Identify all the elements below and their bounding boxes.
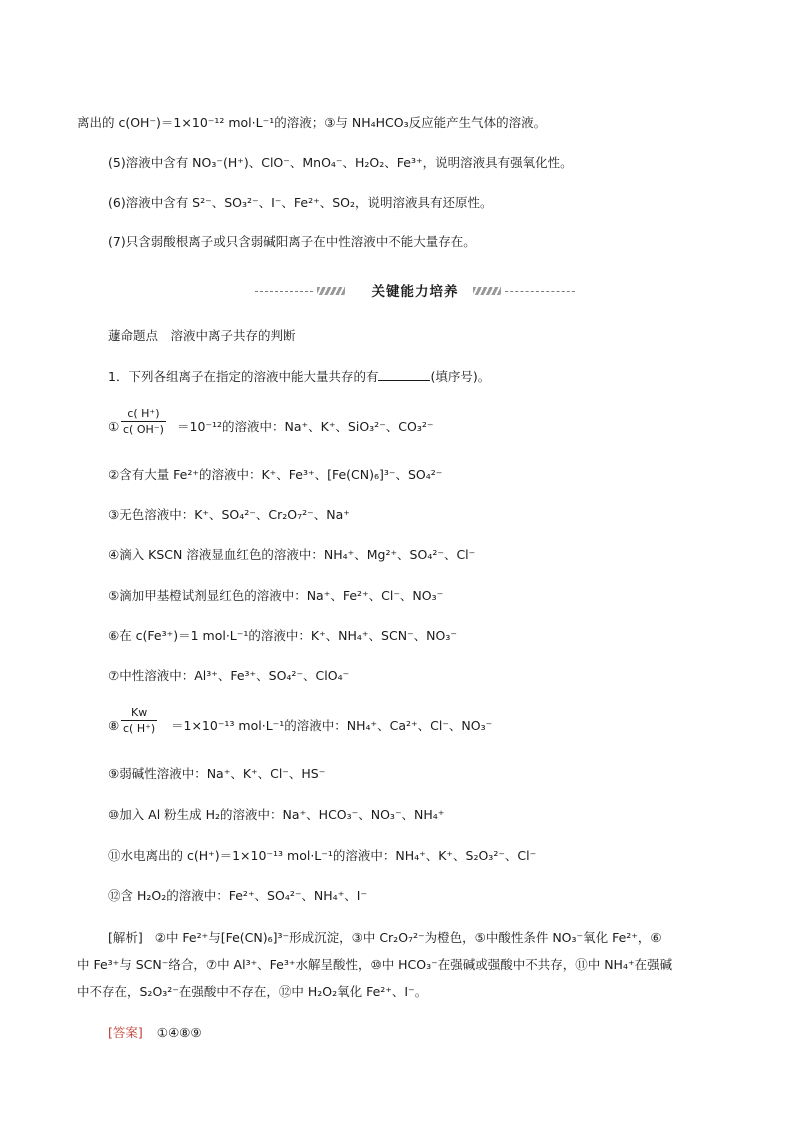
item-2: ②含有大量 Fe²⁺的溶液中：K⁺、Fe³⁺、[Fe(CN)₆]³⁻、SO₄²⁻ bbox=[108, 467, 443, 482]
answer-blank bbox=[378, 368, 430, 381]
right-hatch-ornament bbox=[473, 287, 501, 295]
left-hatch-ornament bbox=[317, 287, 345, 295]
analysis-line-2: 中 Fe³⁺与 SCN⁻络合，⑦中 Al³⁺、Fe³⁺水解呈酸性，⑩中 HCO₃⁻在强碱或强酸中不共存，⑪中 NH₄⁺在强碱 bbox=[77, 957, 673, 972]
item-7: ⑦中性溶液中：Al³⁺、Fe³⁺、SO₄²⁻、ClO₄⁻ bbox=[108, 668, 350, 683]
item-8-marker: ⑧ bbox=[108, 718, 120, 733]
item-4: ④滴入 KSCN 溶液显血红色的溶液中：NH₄⁺、Mg²⁺、SO₄²⁻、Cl⁻ bbox=[108, 547, 476, 562]
item-5: ⑤滴加甲基橙试剂显红色的溶液中：Na⁺、Fe²⁺、Cl⁻、NO₃⁻ bbox=[108, 588, 444, 603]
intro-line-4: (7)只含弱酸根离子或只含弱碱阳离子在中性溶液中不能大量存在。 bbox=[108, 234, 476, 249]
analysis-line-1 bbox=[108, 929, 662, 947]
section-header bbox=[255, 282, 575, 302]
item-1-text: ＝10⁻¹²的溶液中：Na⁺、K⁺、SiO₃²⁻、CO₃²⁻ bbox=[177, 419, 434, 434]
item-8-text: ＝1×10⁻¹³ mol·L⁻¹的溶液中：NH₄⁺、Ca²⁺、Cl⁻、NO₃⁻ bbox=[171, 718, 493, 733]
intro-line-3: (6)溶液中含有 S²⁻、SO₃²⁻、I⁻、Fe²⁺、SO₂，说明溶液具有还原性。 bbox=[108, 195, 493, 210]
answer-label: [答案] bbox=[108, 1025, 143, 1040]
item-8-numerator: Kw bbox=[131, 706, 148, 719]
analysis-text-1: ②中 Fe²⁺与[Fe(CN)₆]³⁻形成沉淀，③中 Cr₂O₇²⁻为橙色，⑤中酸性条件 NO₃⁻氧化 Fe²⁺，⑥ bbox=[154, 930, 662, 945]
question-stem bbox=[108, 368, 490, 386]
right-divider bbox=[505, 291, 575, 292]
item-8-denominator: c( H⁺) bbox=[123, 722, 156, 735]
question-stem-before: 1．下列各组离子在指定的溶液中能大量共存的有 bbox=[108, 369, 379, 384]
item-11: ⑪水电离出的 c(H⁺)＝1×10⁻¹³ mol·L⁻¹的溶液中：NH₄⁺、K⁺、S₂O₃²⁻、Cl⁻ bbox=[108, 848, 537, 863]
analysis-line-3: 中不存在，S₂O₃²⁻在强酸中不存在，⑫中 H₂O₂氧化 Fe²⁺、I⁻。 bbox=[77, 984, 428, 999]
left-divider bbox=[255, 291, 313, 292]
fraction-bar bbox=[121, 421, 166, 422]
question-stem-after: (填序号)。 bbox=[430, 369, 491, 384]
item-1-fraction bbox=[121, 407, 166, 436]
answer-line bbox=[108, 1024, 202, 1042]
intro-line-1: 离出的 c(OH⁻)＝1×10⁻¹² mol·L⁻¹的溶液；③与 NH₄HCO₃反应能产生气体的溶液。 bbox=[77, 115, 547, 130]
item-1-numerator: c( H⁺) bbox=[127, 407, 160, 420]
item-12: ⑫含 H₂O₂的溶液中：Fe²⁺、SO₄²⁻、NH₄⁺、I⁻ bbox=[108, 888, 368, 903]
item-6: ⑥在 c(Fe³⁺)＝1 mol·L⁻¹的溶液中：K⁺、NH₄⁺、SCN⁻、NO₃⁻ bbox=[108, 628, 457, 643]
analysis-label: [解析] bbox=[108, 930, 143, 945]
section-title: 关键能力培养 bbox=[371, 284, 459, 300]
item-8-fraction bbox=[121, 706, 157, 735]
topic-heading: 蘧命题点 溶液中离子共存的判断 bbox=[108, 328, 296, 343]
item-9: ⑨弱碱性溶液中：Na⁺、K⁺、Cl⁻、HS⁻ bbox=[108, 766, 326, 781]
item-10: ⑩加入 Al 粉生成 H₂的溶液中：Na⁺、HCO₃⁻、NO₃⁻、NH₄⁺ bbox=[108, 807, 445, 822]
item-1-marker: ① bbox=[108, 419, 120, 434]
item-1-denominator: c( OH⁻) bbox=[123, 423, 164, 436]
intro-line-2: (5)溶液中含有 NO₃⁻(H⁺)、ClO⁻、MnO₄⁻、H₂O₂、Fe³⁺，说明溶液具有强氧化性。 bbox=[108, 155, 573, 170]
item-3: ③无色溶液中：K⁺、SO₄²⁻、Cr₂O₇²⁻、Na⁺ bbox=[108, 507, 350, 522]
answer-value: ①④⑧⑨ bbox=[156, 1025, 202, 1040]
fraction-bar bbox=[121, 720, 157, 721]
